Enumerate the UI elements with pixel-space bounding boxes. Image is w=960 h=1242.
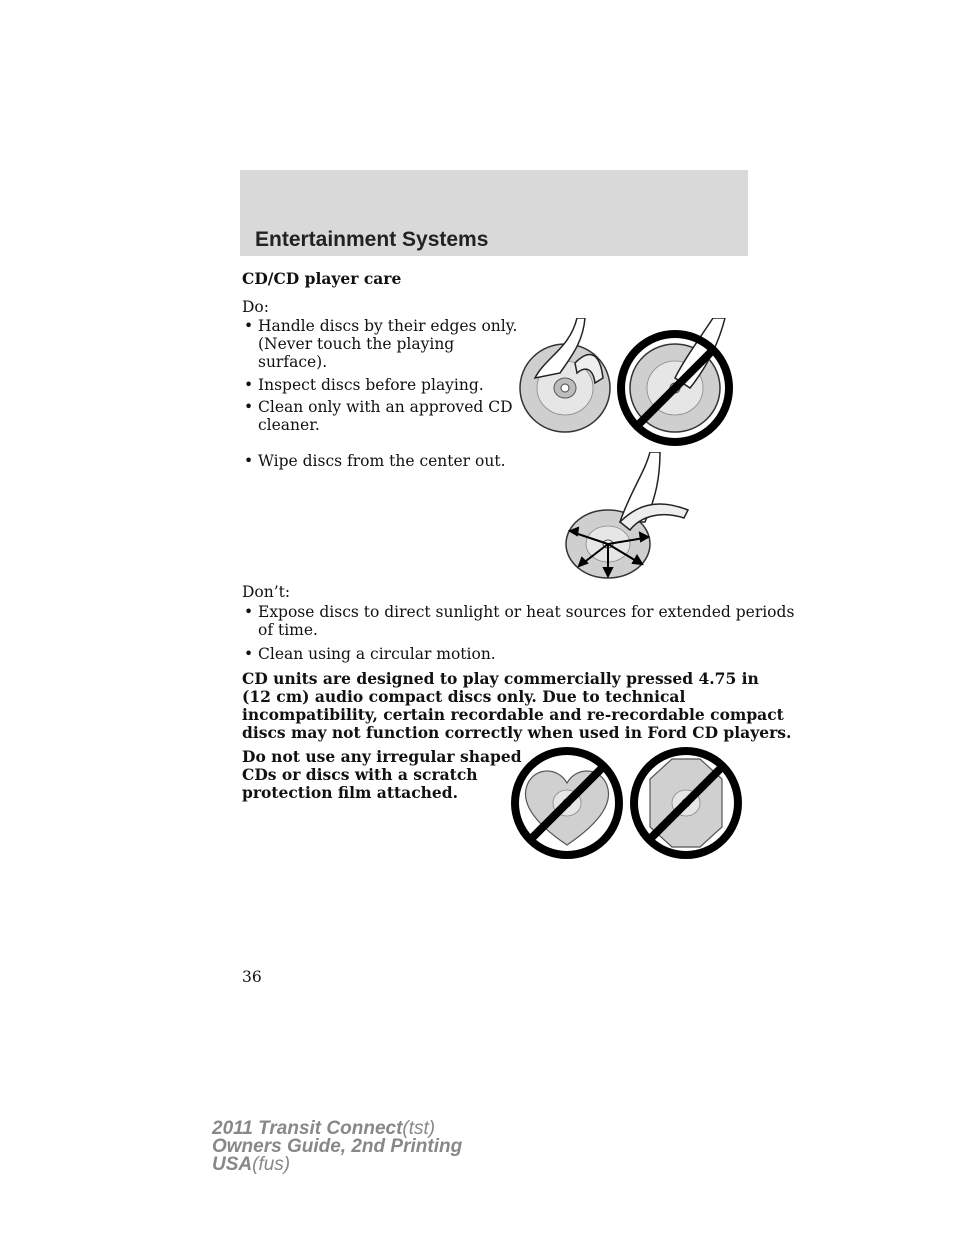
warning-line: discs may not function correctly when used in Ford CD players. bbox=[242, 723, 792, 742]
footer-model-code: (tst) bbox=[402, 1118, 436, 1139]
bullet-symbol: • bbox=[244, 376, 254, 394]
irregular-discs-illustration bbox=[510, 745, 750, 863]
bullet-symbol: • bbox=[244, 603, 254, 621]
do-item-handle-cont2: surface). bbox=[258, 353, 328, 371]
warning-line: incompatibility, certain recordable and re-recordable compact bbox=[242, 705, 784, 724]
do-label: Do: bbox=[242, 298, 269, 316]
do-item-clean: Clean only with an approved CD bbox=[258, 398, 513, 416]
footer-market-code: (fus) bbox=[252, 1154, 291, 1175]
section-heading: CD/CD player care bbox=[242, 269, 402, 288]
dont-item-sunlight: Expose discs to direct sunlight or heat sources for extended periods bbox=[258, 603, 795, 621]
do-item-handle: Handle discs by their edges only. bbox=[258, 317, 518, 335]
footer-guide: Owners Guide, 2nd Printing bbox=[212, 1136, 463, 1157]
wipe-center-out-illustration bbox=[560, 452, 690, 580]
dont-item-sunlight-cont: of time. bbox=[258, 621, 318, 639]
footer-market: USA bbox=[212, 1154, 253, 1175]
footer bbox=[212, 1120, 462, 1174]
prohibited-touch-surface-icon bbox=[621, 318, 729, 442]
irregular-line: protection film attached. bbox=[242, 783, 459, 802]
bullet-symbol: • bbox=[244, 317, 254, 335]
warning-line: (12 cm) audio compact discs only. Due to technical bbox=[242, 687, 686, 706]
section-title: Entertainment Systems bbox=[255, 228, 489, 251]
do-item-handle-cont: (Never touch the playing bbox=[258, 335, 455, 353]
dont-item-circular: Clean using a circular motion. bbox=[258, 645, 496, 663]
do-item-wipe: Wipe discs from the center out. bbox=[258, 452, 506, 470]
page-number: 36 bbox=[242, 968, 262, 986]
bullet-symbol: • bbox=[244, 452, 254, 470]
prohibited-octagon-disc-icon bbox=[634, 751, 738, 855]
disc-handling-illustration bbox=[515, 318, 750, 448]
irregular-line: CDs or discs with a scratch bbox=[242, 765, 478, 784]
do-item-clean-cont: cleaner. bbox=[258, 416, 320, 434]
disc-held-by-edges-icon bbox=[520, 318, 610, 432]
irregular-line: Do not use any irregular shaped bbox=[242, 747, 522, 766]
prohibited-heart-disc-icon bbox=[515, 751, 619, 855]
bullet-symbol: • bbox=[244, 645, 254, 663]
dont-label: Don’t: bbox=[242, 583, 291, 601]
warning-line: CD units are designed to play commercially pressed 4.75 in bbox=[242, 669, 759, 688]
footer-model: 2011 Transit Connect bbox=[212, 1118, 403, 1139]
bullet-symbol: • bbox=[244, 398, 254, 416]
do-item-inspect: Inspect discs before playing. bbox=[258, 376, 484, 394]
